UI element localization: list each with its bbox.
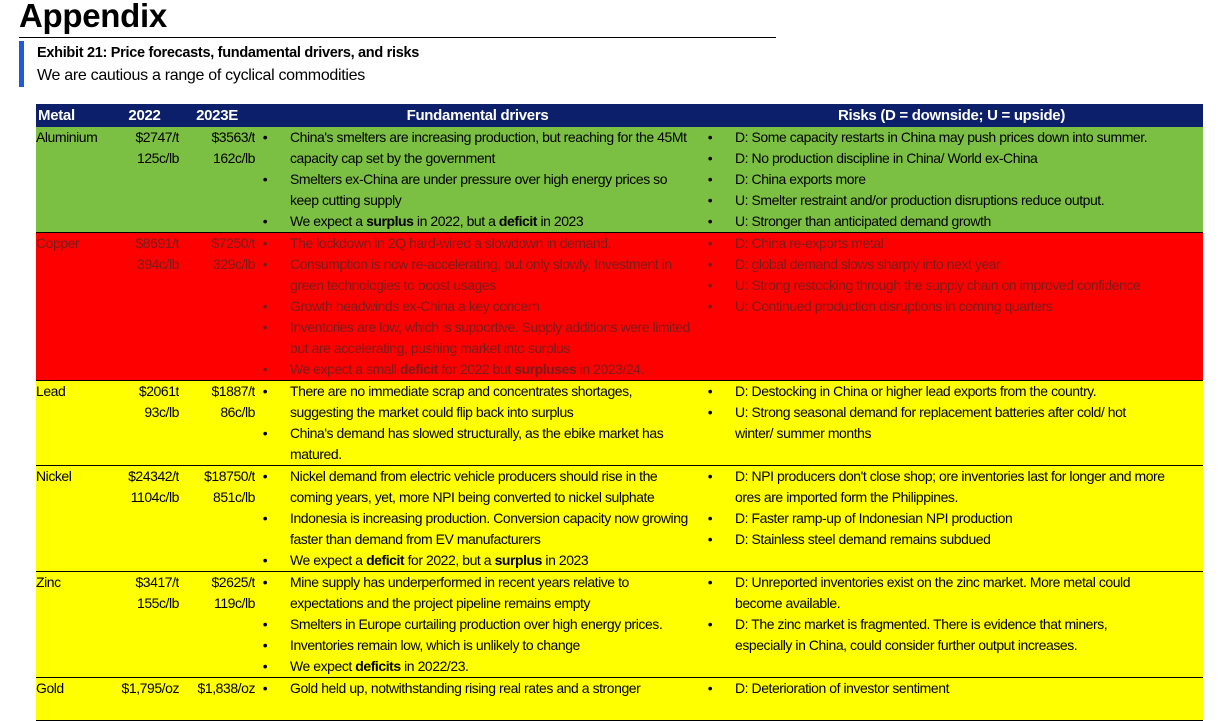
risk-text: U: Strong seasonal demand for replacement batteries after cold/ hot winter/ summer months bbox=[735, 404, 1126, 441]
risks-list bbox=[700, 466, 1203, 550]
bullet-icon: • bbox=[707, 235, 713, 251]
risk-text: D: NPI producers don't close shop; ore inventories last for longer and more ores are imported form the Philippines. bbox=[735, 468, 1165, 505]
price-2023e-line: 329c/lb bbox=[213, 256, 255, 272]
risk-item bbox=[700, 275, 1203, 296]
driver-text: Nickel demand from electric vehicle producers should rise in the coming years, yet, more NPI being converted to nickel sulphate bbox=[290, 468, 658, 505]
driver-text: We expect deficits in 2022/23. bbox=[290, 658, 469, 674]
risks-list bbox=[700, 381, 1203, 444]
metal-name: Nickel bbox=[36, 466, 110, 572]
bullet-icon: • bbox=[707, 129, 713, 145]
driver-text: Smelters in Europe curtailing production over high energy prices. bbox=[290, 616, 663, 632]
price-2023e-line: $18750/t bbox=[204, 468, 255, 484]
risk-text: D: Destocking in China or higher lead exports from the country. bbox=[735, 383, 1097, 399]
price-2022 bbox=[110, 233, 179, 381]
drivers-cell bbox=[255, 381, 700, 466]
heading-rule bbox=[19, 37, 776, 38]
driver-item bbox=[255, 296, 700, 317]
driver-item bbox=[255, 550, 700, 571]
drivers-list bbox=[255, 572, 700, 677]
price-2022-line: 93c/lb bbox=[144, 404, 179, 420]
bullet-icon: • bbox=[262, 213, 268, 229]
emphasis-term: surplus bbox=[494, 552, 542, 568]
driver-item bbox=[255, 572, 700, 614]
risk-item bbox=[700, 148, 1203, 169]
exhibit-subtitle: We are cautious a range of cyclical commodities bbox=[37, 67, 365, 84]
risks-cell bbox=[700, 233, 1203, 381]
price-2022-line: 125c/lb bbox=[137, 150, 179, 166]
driver-text: We expect a small deficit for 2022 but surpluses in 2023/24. bbox=[290, 361, 645, 377]
header-metal: Metal bbox=[36, 104, 110, 127]
price-2023e bbox=[179, 381, 255, 466]
forecast-table bbox=[36, 104, 1203, 721]
metal-name: Lead bbox=[36, 381, 110, 466]
driver-item bbox=[255, 254, 700, 296]
risks-cell bbox=[700, 572, 1203, 678]
exhibit-accent-bar bbox=[19, 41, 24, 87]
price-2023e-line: 851c/lb bbox=[213, 489, 255, 505]
bullet-icon: • bbox=[707, 383, 713, 399]
risks-list bbox=[700, 572, 1203, 656]
risk-text: D: Faster ramp-up of Indonesian NPI production bbox=[735, 510, 1013, 526]
risk-item bbox=[700, 127, 1203, 148]
bullet-icon: • bbox=[262, 256, 268, 272]
driver-text: Inventories are low, which is supportive. Supply additions were limited but are accelerating, pushing market into surplus bbox=[290, 319, 690, 356]
driver-item bbox=[255, 233, 700, 254]
price-2022 bbox=[110, 466, 179, 572]
emphasis-term: surpluses bbox=[514, 361, 577, 377]
risks-cell bbox=[700, 678, 1203, 721]
metal-name: Gold bbox=[36, 678, 110, 721]
driver-text: We expect a surplus in 2022, but a deficit in 2023 bbox=[290, 213, 584, 229]
drivers-cell bbox=[255, 678, 700, 721]
bullet-icon: • bbox=[262, 129, 268, 145]
bullet-icon: • bbox=[262, 552, 268, 568]
risk-text: D: The zinc market is fragmented. There is evidence that miners, especially in China, could consider further output increases. bbox=[735, 616, 1108, 653]
bullet-icon: • bbox=[707, 298, 713, 314]
driver-item bbox=[255, 656, 700, 677]
drivers-list bbox=[255, 127, 700, 232]
price-2022-line: $2747/t bbox=[135, 129, 179, 145]
bullet-icon: • bbox=[262, 361, 268, 377]
bullet-icon: • bbox=[707, 192, 713, 208]
driver-text: Consumption is now re-accelerating, but only slowly. Investment in green technologies to boost usages bbox=[290, 256, 672, 293]
emphasis-term: deficit bbox=[366, 552, 405, 568]
driver-item bbox=[255, 508, 700, 550]
emphasis-term: deficit bbox=[498, 213, 537, 229]
driver-item bbox=[255, 381, 700, 423]
risk-text: U: Smelter restraint and/or production disruptions reduce output. bbox=[735, 192, 1105, 208]
risk-item bbox=[700, 296, 1203, 317]
bullet-icon: • bbox=[262, 319, 268, 335]
risk-item bbox=[700, 233, 1203, 254]
price-2022-line: $2061t bbox=[138, 383, 179, 399]
bullet-icon: • bbox=[262, 658, 268, 674]
risk-text: D: Some capacity restarts in China may push prices down into summer. bbox=[735, 129, 1148, 145]
price-2022-line: 155c/lb bbox=[137, 595, 179, 611]
driver-text: The lockdown in 2Q hard-wired a slowdown in demand. bbox=[290, 235, 612, 251]
price-2023e-line: $1,838/oz bbox=[197, 680, 255, 696]
risk-item bbox=[700, 381, 1203, 402]
risks-list bbox=[700, 127, 1203, 232]
risk-text: D: global demand slows sharply into next year bbox=[735, 256, 1001, 272]
driver-item bbox=[255, 317, 700, 359]
price-2023e-line: 86c/lb bbox=[220, 404, 255, 420]
bullet-icon: • bbox=[707, 171, 713, 187]
risks-cell bbox=[700, 466, 1203, 572]
bullet-icon: • bbox=[262, 468, 268, 484]
bullet-icon: • bbox=[262, 680, 268, 696]
driver-text: We expect a deficit for 2022, but a surplus in 2023 bbox=[290, 552, 589, 568]
bullet-icon: • bbox=[707, 468, 713, 484]
price-2023e bbox=[179, 466, 255, 572]
bullet-icon: • bbox=[262, 616, 268, 632]
bullet-icon: • bbox=[262, 298, 268, 314]
header-drivers: Fundamental drivers bbox=[255, 104, 700, 127]
price-2022-line bbox=[110, 699, 179, 720]
table-header-row bbox=[36, 104, 1203, 127]
table-row bbox=[36, 678, 1203, 721]
risk-item bbox=[700, 614, 1203, 656]
bullet-icon: • bbox=[707, 680, 713, 696]
metal-name: Copper bbox=[36, 233, 110, 381]
header-2023e: 2023E bbox=[179, 104, 255, 127]
risk-text: D: Deterioration of investor sentiment bbox=[735, 680, 950, 696]
price-2023e bbox=[179, 572, 255, 678]
bullet-icon: • bbox=[707, 510, 713, 526]
risk-text: D: Unreported inventories exist on the zinc market. More metal could become available. bbox=[735, 574, 1131, 611]
risk-item bbox=[700, 678, 1203, 699]
drivers-cell bbox=[255, 127, 700, 233]
driver-item bbox=[255, 169, 700, 211]
price-2022-line: $8691/t bbox=[135, 235, 179, 251]
emphasis-term: deficits bbox=[355, 658, 401, 674]
driver-text: Smelters ex-China are under pressure over high energy prices so keep cutting supply bbox=[290, 171, 668, 208]
bullet-icon: • bbox=[262, 235, 268, 251]
price-2022 bbox=[110, 381, 179, 466]
drivers-cell bbox=[255, 572, 700, 678]
bullet-icon: • bbox=[707, 531, 713, 547]
risk-item bbox=[700, 169, 1203, 190]
price-2022-line: 1104c/lb bbox=[130, 489, 179, 505]
driver-text: There are no immediate scrap and concentrates shortages, suggesting the market could flip back into surplus bbox=[290, 383, 633, 420]
price-2022-line: 394c/lb bbox=[137, 256, 179, 272]
driver-item bbox=[255, 614, 700, 635]
price-2023e-line bbox=[179, 699, 255, 720]
price-2023e-line: $1887/t bbox=[211, 383, 255, 399]
table-row bbox=[36, 381, 1203, 466]
risk-item bbox=[700, 190, 1203, 211]
price-2023e-line: $3563/t bbox=[211, 129, 255, 145]
price-2023e-line: $7250/t bbox=[211, 235, 255, 251]
driver-text: Indonesia is increasing production. Conversion capacity now growing faster than demand from EV manufacturers bbox=[290, 510, 688, 547]
driver-text: Growth headwinds ex-China a key concern bbox=[290, 298, 540, 314]
bullet-icon: • bbox=[262, 425, 268, 441]
driver-text: Mine supply has underperformed in recent years relative to expectations and the project pipeline remains empty bbox=[290, 574, 629, 611]
bullet-icon: • bbox=[707, 277, 713, 293]
driver-text: China's demand has slowed structurally, as the ebike market has matured. bbox=[290, 425, 664, 462]
risks-list bbox=[700, 678, 1203, 699]
price-2022 bbox=[110, 127, 179, 233]
price-2023e-line: $2625/t bbox=[211, 574, 255, 590]
driver-item bbox=[255, 423, 700, 465]
driver-text: China's smelters are increasing production, but reaching for the 45Mt capacity cap set by the government bbox=[290, 129, 687, 166]
bullet-icon: • bbox=[707, 213, 713, 229]
risk-text: D: China exports more bbox=[735, 171, 866, 187]
price-2022-line: $3417/t bbox=[135, 574, 179, 590]
price-2023e bbox=[179, 233, 255, 381]
metal-name: Aluminium bbox=[36, 127, 110, 233]
risk-text: D: Stainless steel demand remains subdued bbox=[735, 531, 991, 547]
bullet-icon: • bbox=[262, 510, 268, 526]
bullet-icon: • bbox=[707, 404, 713, 420]
header-2022: 2022 bbox=[110, 104, 179, 127]
table-row bbox=[36, 466, 1203, 572]
risks-cell bbox=[700, 127, 1203, 233]
emphasis-term: surplus bbox=[366, 213, 414, 229]
drivers-list bbox=[255, 381, 700, 465]
risk-item bbox=[700, 529, 1203, 550]
driver-item bbox=[255, 635, 700, 656]
price-2023e bbox=[179, 678, 255, 721]
page-heading: Appendix bbox=[19, 0, 167, 34]
driver-item bbox=[255, 678, 700, 699]
table-row bbox=[36, 127, 1203, 233]
price-2022 bbox=[110, 678, 179, 721]
bullet-icon: • bbox=[707, 150, 713, 166]
drivers-cell bbox=[255, 233, 700, 381]
bullet-icon: • bbox=[262, 637, 268, 653]
drivers-list bbox=[255, 233, 700, 380]
table-row bbox=[36, 572, 1203, 678]
driver-text: Gold held up, notwithstanding rising real rates and a stronger bbox=[290, 680, 641, 696]
risk-text: U: Continued production disruptions in coming quarters bbox=[735, 298, 1053, 314]
driver-item bbox=[255, 127, 700, 169]
risk-item bbox=[700, 508, 1203, 529]
drivers-list bbox=[255, 678, 700, 699]
price-2023e-line: 119c/lb bbox=[214, 595, 255, 611]
bullet-icon: • bbox=[707, 616, 713, 632]
header-risks: Risks (D = downside; U = upside) bbox=[700, 104, 1203, 127]
emphasis-term: deficit bbox=[399, 361, 438, 377]
bullet-icon: • bbox=[262, 574, 268, 590]
risk-text: U: Stronger than anticipated demand growth bbox=[735, 213, 991, 229]
risks-list bbox=[700, 233, 1203, 317]
driver-item bbox=[255, 359, 700, 380]
driver-item bbox=[255, 211, 700, 232]
table-row bbox=[36, 233, 1203, 381]
drivers-list bbox=[255, 466, 700, 571]
risk-item bbox=[700, 254, 1203, 275]
risk-item bbox=[700, 466, 1203, 508]
risk-text: U: Strong restocking through the supply chain on improved confidence bbox=[735, 277, 1141, 293]
bullet-icon: • bbox=[262, 171, 268, 187]
bullet-icon: • bbox=[707, 256, 713, 272]
metal-name: Zinc bbox=[36, 572, 110, 678]
risk-text: D: No production discipline in China/ World ex-China bbox=[735, 150, 1038, 166]
risks-cell bbox=[700, 381, 1203, 466]
risk-item bbox=[700, 211, 1203, 232]
price-2023e-line: 162c/lb bbox=[213, 150, 255, 166]
risk-text: D: China re-exports metal bbox=[735, 235, 884, 251]
price-2022-line: $24342/t bbox=[128, 468, 179, 484]
risk-item bbox=[700, 572, 1203, 614]
price-2023e bbox=[179, 127, 255, 233]
price-2022 bbox=[110, 572, 179, 678]
driver-text: Inventories remain low, which is unlikely to change bbox=[290, 637, 580, 653]
bullet-icon: • bbox=[707, 574, 713, 590]
price-2022-line: $1,795/oz bbox=[121, 680, 179, 696]
risk-item bbox=[700, 402, 1203, 444]
drivers-cell bbox=[255, 466, 700, 572]
bullet-icon: • bbox=[262, 383, 268, 399]
exhibit-title: Exhibit 21: Price forecasts, fundamental drivers, and risks bbox=[37, 45, 420, 61]
driver-item bbox=[255, 466, 700, 508]
